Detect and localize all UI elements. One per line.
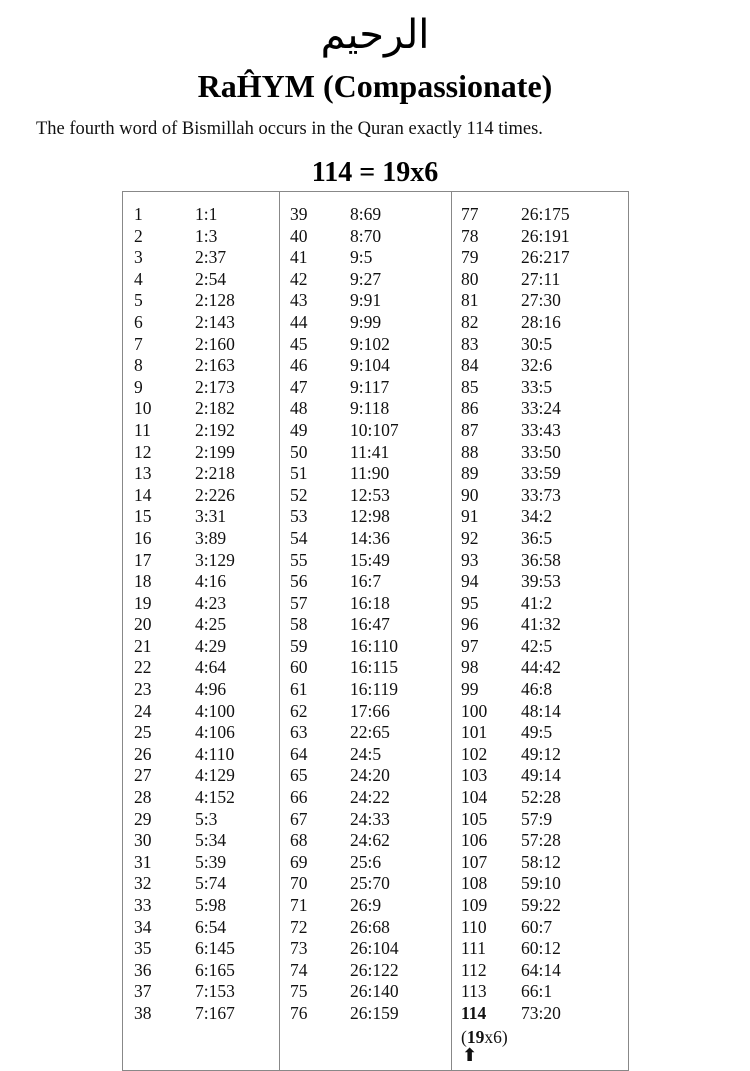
verse-reference: 2:218 [195, 463, 235, 484]
verse-reference: 28:16 [521, 311, 561, 332]
verse-reference: 2:54 [195, 268, 227, 289]
verse-reference: 24:33 [350, 808, 390, 829]
verse-reference: 9:27 [350, 268, 382, 289]
entry-number: 107 [461, 851, 488, 872]
entry-number: 79 [461, 247, 479, 268]
entry-number: 18 [134, 571, 152, 592]
verse-reference: 2:163 [195, 355, 235, 376]
verse-reference: 14:36 [350, 527, 390, 548]
verse-reference: 2:182 [195, 398, 235, 419]
entry-number: 23 [134, 679, 152, 700]
entry-number: 37 [134, 981, 152, 1002]
verse-reference: 39:53 [521, 571, 561, 592]
entry-number: 89 [461, 463, 479, 484]
entry-number: 105 [461, 808, 488, 829]
verse-reference: 5:39 [195, 851, 227, 872]
entry-number: 6 [134, 311, 143, 332]
entry-number: 103 [461, 765, 488, 786]
entry-number: 87 [461, 419, 479, 440]
entry-number: 13 [134, 463, 152, 484]
entry-number: 11 [134, 419, 151, 440]
verse-reference: 16:110 [350, 635, 398, 656]
verse-reference: 30:5 [521, 333, 553, 354]
note-open: ( [461, 1027, 467, 1047]
entry-number: 84 [461, 355, 479, 376]
entry-number: 41 [290, 247, 308, 268]
verse-reference: 25:70 [350, 873, 390, 894]
verse-reference: 4:152 [195, 787, 235, 808]
entry-number: 26 [134, 743, 152, 764]
entry-number: 91 [461, 506, 479, 527]
verse-reference: 34:2 [521, 506, 553, 527]
entry-number: 66 [290, 787, 308, 808]
entry-number: 94 [461, 571, 479, 592]
entry-number: 24 [134, 700, 152, 721]
equation-heading: 114 = 19x6 [311, 157, 439, 188]
entry-number: 99 [461, 679, 479, 700]
entry-number: 81 [461, 290, 479, 311]
verse-reference: 2:192 [195, 419, 235, 440]
entry-number: 34 [134, 916, 152, 937]
verse-reference: 26:140 [350, 981, 399, 1002]
verse-reference: 73:20 [521, 1002, 561, 1023]
verse-reference: 4:106 [195, 722, 235, 743]
verse-reference: 6:165 [195, 959, 235, 980]
entry-number: 114 [461, 1002, 487, 1023]
verse-reference: 12:53 [350, 484, 390, 505]
verse-reference: 11:90 [350, 463, 390, 484]
entry-number: 4 [134, 268, 143, 289]
entry-number: 43 [290, 290, 308, 311]
entry-number: 108 [461, 873, 488, 894]
entry-number: 19 [134, 592, 152, 613]
entry-number: 64 [290, 743, 308, 764]
verse-reference: 16:47 [350, 614, 390, 635]
verse-reference: 8:70 [350, 225, 382, 246]
entry-number: 69 [290, 851, 308, 872]
verse-reference: 26:122 [350, 959, 399, 980]
verse-reference: 5:74 [195, 873, 227, 894]
verse-reference: 49:14 [521, 765, 561, 786]
entry-number: 16 [134, 527, 152, 548]
verse-reference: 26:68 [350, 916, 390, 937]
verse-reference: 59:22 [521, 895, 561, 915]
entry-number: 28 [134, 787, 152, 808]
verse-reference: 41:32 [521, 614, 561, 635]
verse-reference: 3:129 [195, 549, 235, 570]
verse-reference: 4:64 [195, 657, 227, 678]
entry-number: 74 [290, 959, 308, 980]
entry-number: 73 [290, 938, 308, 959]
entry-number: 61 [290, 679, 308, 700]
entry-number: 62 [290, 700, 308, 721]
verse-reference: 26:104 [350, 938, 399, 959]
verse-reference: 2:173 [195, 376, 235, 397]
entry-number: 102 [461, 743, 488, 764]
verse-reference: 5:98 [195, 895, 227, 915]
verse-reference: 10:107 [350, 419, 399, 440]
entry-number: 67 [290, 808, 308, 829]
verse-reference: 52:28 [521, 787, 561, 808]
arabic-heading: الرحيم [320, 12, 430, 58]
verse-reference: 64:14 [521, 959, 561, 980]
entry-number: 90 [461, 484, 479, 505]
verse-reference: 2:37 [195, 247, 227, 268]
entry-number: 57 [290, 592, 308, 613]
entry-number: 2 [134, 225, 143, 246]
verse-reference: 58:12 [521, 851, 561, 872]
entry-number: 77 [461, 204, 479, 224]
verse-reference: 9:91 [350, 290, 382, 311]
entry-number: 55 [290, 549, 308, 570]
verse-reference: 42:5 [521, 635, 553, 656]
verse-reference: 46:8 [521, 679, 553, 700]
entry-number: 21 [134, 635, 152, 656]
entry-number: 39 [290, 204, 308, 224]
entry-number: 32 [134, 873, 152, 894]
entry-number: 38 [134, 1002, 152, 1023]
verse-reference: 2:143 [195, 311, 235, 332]
verse-reference: 4:29 [195, 635, 227, 656]
entry-number: 15 [134, 506, 152, 527]
verse-reference: 16:18 [350, 592, 390, 613]
description-text: The fourth word of Bismillah occurs in the Quran exactly 114 times. [36, 119, 543, 139]
verse-reference: 7:153 [195, 981, 235, 1002]
entry-number: 78 [461, 225, 479, 246]
entry-number: 50 [290, 441, 308, 462]
verse-reference: 33:59 [521, 463, 561, 484]
entry-number: 113 [461, 981, 487, 1002]
entry-number: 5 [134, 290, 143, 311]
entry-number: 10 [134, 398, 152, 419]
verse-reference: 33:5 [521, 376, 553, 397]
verse-reference: 26:9 [350, 895, 382, 915]
entry-number: 93 [461, 549, 479, 570]
entry-number: 42 [290, 268, 308, 289]
verse-reference: 9:117 [350, 376, 390, 397]
entry-number: 80 [461, 268, 479, 289]
entry-number: 59 [290, 635, 308, 656]
entry-number: 104 [461, 787, 488, 808]
entry-number: 72 [290, 916, 308, 937]
entry-number: 70 [290, 873, 308, 894]
verse-reference: 2:160 [195, 333, 235, 354]
entry-number: 68 [290, 830, 308, 851]
verse-reference: 27:11 [521, 268, 561, 289]
entry-number: 25 [134, 722, 152, 743]
entry-number: 1 [134, 204, 143, 224]
verse-reference: 48:14 [521, 700, 561, 721]
entry-number: 33 [134, 895, 152, 915]
entry-number: 88 [461, 441, 479, 462]
entry-number: 29 [134, 808, 152, 829]
verse-reference: 9:99 [350, 311, 382, 332]
entry-number: 98 [461, 657, 479, 678]
entry-number: 35 [134, 938, 152, 959]
verse-reference: 49:12 [521, 743, 561, 764]
verse-reference: 26:191 [521, 225, 570, 246]
entry-number: 14 [134, 484, 152, 505]
verse-reference: 49:5 [521, 722, 553, 743]
verse-reference: 16:7 [350, 571, 382, 592]
verse-reference: 4:129 [195, 765, 235, 786]
entry-number: 20 [134, 614, 152, 635]
verse-reference: 2:199 [195, 441, 235, 462]
verse-reference: 24:22 [350, 787, 390, 808]
entry-number: 17 [134, 549, 152, 570]
entry-number: 106 [461, 830, 488, 851]
entry-number: 71 [290, 895, 308, 915]
entry-number: 46 [290, 355, 308, 376]
up-arrow-icon: ⬆ [462, 1045, 478, 1066]
entry-number: 100 [461, 700, 488, 721]
verse-reference: 8:69 [350, 204, 382, 224]
entry-number: 51 [290, 463, 308, 484]
verse-reference: 26:217 [521, 247, 570, 268]
entry-number: 97 [461, 635, 479, 656]
entry-number: 8 [134, 355, 143, 376]
verse-reference: 2:226 [195, 484, 235, 505]
entry-number: 36 [134, 959, 152, 980]
entry-number: 83 [461, 333, 479, 354]
verse-reference: 4:100 [195, 700, 235, 721]
verse-reference: 4:96 [195, 679, 227, 700]
verse-reference: 9:5 [350, 247, 373, 268]
entry-number: 48 [290, 398, 308, 419]
entry-number: 111 [461, 938, 486, 959]
verse-reference: 5:3 [195, 808, 218, 829]
entry-number: 30 [134, 830, 152, 851]
verse-reference: 6:54 [195, 916, 227, 937]
verse-reference: 7:167 [195, 1002, 235, 1023]
entry-number: 101 [461, 722, 488, 743]
verse-reference: 5:34 [195, 830, 227, 851]
verse-reference: 26:175 [521, 204, 570, 224]
verse-reference: 17:66 [350, 700, 390, 721]
entry-number: 76 [290, 1002, 308, 1023]
entry-number: 110 [461, 916, 487, 937]
entry-number: 31 [134, 851, 152, 872]
verse-reference: 16:115 [350, 657, 398, 678]
verse-reference: 4:23 [195, 592, 227, 613]
entry-number: 112 [461, 959, 487, 980]
verse-reference: 4:25 [195, 614, 227, 635]
entry-number: 86 [461, 398, 479, 419]
verse-reference: 3:89 [195, 527, 227, 548]
verse-reference: 60:12 [521, 938, 561, 959]
verse-reference: 36:5 [521, 527, 553, 548]
entry-number: 96 [461, 614, 479, 635]
verse-reference: 11:41 [350, 441, 390, 462]
entry-number: 54 [290, 527, 308, 548]
entry-number: 52 [290, 484, 308, 505]
verse-reference: 27:30 [521, 290, 561, 311]
verse-reference: 24:62 [350, 830, 390, 851]
verse-reference: 66:1 [521, 981, 553, 1002]
verse-reference: 9:102 [350, 333, 390, 354]
entry-number: 12 [134, 441, 152, 462]
verse-reference: 4:110 [195, 743, 235, 764]
entry-number: 109 [461, 895, 488, 915]
entry-number: 3 [134, 247, 143, 268]
verse-reference: 32:6 [521, 355, 553, 376]
verse-reference: 4:16 [195, 571, 227, 592]
verse-reference: 24:5 [350, 743, 382, 764]
verse-reference: 15:49 [350, 549, 390, 570]
entry-number: 56 [290, 571, 308, 592]
entry-number: 22 [134, 657, 152, 678]
entry-number: 49 [290, 419, 308, 440]
entry-number: 44 [290, 311, 308, 332]
note-bold: 19 [466, 1027, 485, 1047]
verse-reference: 25:6 [350, 851, 382, 872]
entry-number: 75 [290, 981, 308, 1002]
verse-reference: 33:43 [521, 419, 561, 440]
page-title: RaĤYM (Compassionate) [197, 68, 553, 104]
entry-number: 82 [461, 311, 479, 332]
verse-reference: 41:2 [521, 592, 553, 613]
verse-reference: 57:9 [521, 808, 553, 829]
verse-reference: 2:128 [195, 290, 235, 311]
verse-reference: 44:42 [521, 657, 561, 678]
entry-number: 92 [461, 527, 479, 548]
entry-number: 53 [290, 506, 308, 527]
entry-number: 85 [461, 376, 479, 397]
verse-reference: 33:50 [521, 441, 561, 462]
verse-reference: 9:118 [350, 398, 390, 419]
verse-reference: 1:3 [195, 225, 218, 246]
column-divider [451, 191, 452, 1071]
entry-number: 63 [290, 722, 308, 743]
entry-number: 58 [290, 614, 308, 635]
entry-number: 27 [134, 765, 152, 786]
verse-reference: 60:7 [521, 916, 553, 937]
note-rest: x6) [484, 1027, 508, 1047]
verse-reference: 59:10 [521, 873, 561, 894]
entry-number: 95 [461, 592, 479, 613]
entry-number: 47 [290, 376, 308, 397]
verse-reference: 6:145 [195, 938, 235, 959]
verse-reference: 33:24 [521, 398, 561, 419]
column-divider [279, 191, 280, 1071]
entry-number: 7 [134, 333, 143, 354]
verse-reference: 3:31 [195, 506, 227, 527]
verse-reference: 24:20 [350, 765, 390, 786]
verse-reference: 57:28 [521, 830, 561, 851]
verse-reference: 36:58 [521, 549, 561, 570]
verse-reference: 9:104 [350, 355, 390, 376]
entry-number: 40 [290, 225, 308, 246]
verse-reference: 33:73 [521, 484, 561, 505]
verse-reference: 16:119 [350, 679, 398, 700]
verse-reference: 22:65 [350, 722, 390, 743]
verse-reference: 1:1 [195, 204, 218, 224]
verse-reference: 26:159 [350, 1002, 399, 1023]
entry-number: 45 [290, 333, 308, 354]
verse-reference: 12:98 [350, 506, 390, 527]
entry-number: 60 [290, 657, 308, 678]
entry-number: 65 [290, 765, 308, 786]
entry-number: 9 [134, 376, 143, 397]
